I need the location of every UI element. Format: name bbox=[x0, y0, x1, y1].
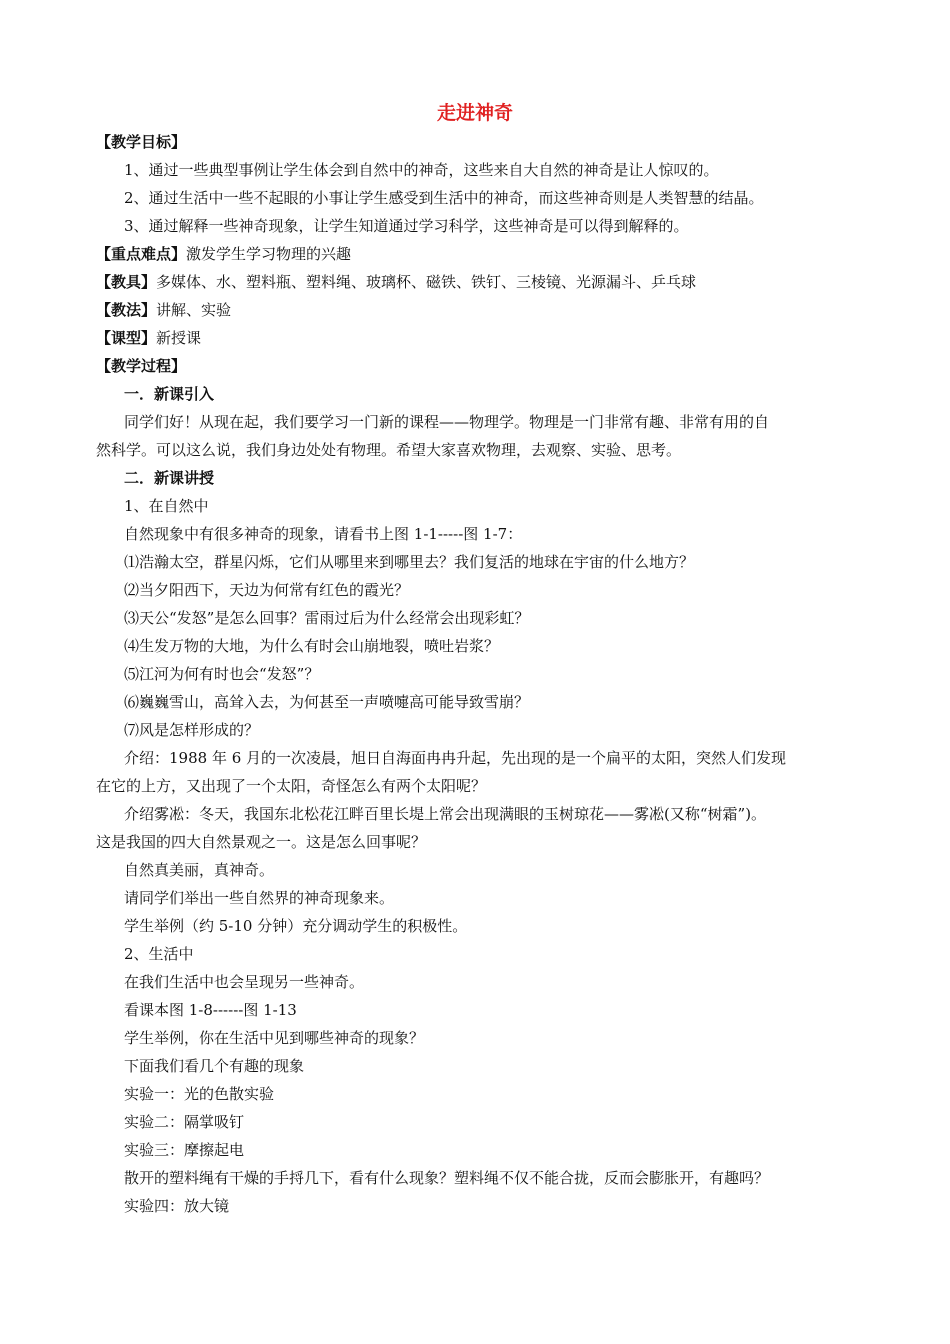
subsection-heading: 1、在自然中 bbox=[124, 497, 209, 515]
question-item: ⑺风是怎样形成的？ bbox=[124, 721, 260, 739]
part2-heading: 二．新课讲授 bbox=[124, 469, 215, 487]
lesson-type-text: 新授课 bbox=[156, 329, 202, 347]
experiment-item: 实验四：放大镜 bbox=[124, 1197, 230, 1215]
objective-item: 2、通过生活中一些不起眼的小事让学生感受到生活中的神奇，而这些神奇则是人类智慧的结晶。 bbox=[124, 189, 764, 207]
document-title: 走进神奇 bbox=[436, 102, 513, 124]
key-difficulty-text: 激发学生学习物理的兴趣 bbox=[186, 245, 352, 263]
question-item: ⑷生发万物的大地，为什么有时会山崩地裂，喷吐岩浆？ bbox=[124, 637, 500, 655]
question-item: ⑵当夕阳西下，天边为何常有红色的霞光？ bbox=[124, 581, 410, 599]
lesson-type-line bbox=[96, 324, 866, 352]
part1-heading: 一．新课引入 bbox=[124, 385, 215, 403]
objective-item: 3、通过解释一些神奇现象，让学生知道通过学习科学，这些神奇是可以得到解释的。 bbox=[124, 217, 689, 235]
teaching-method-line bbox=[96, 296, 866, 324]
key-difficulty-line bbox=[96, 240, 866, 268]
lesson-type-label: 【课型】 bbox=[96, 329, 157, 347]
teaching-method-text: 讲解、实验 bbox=[156, 301, 232, 319]
question-item: ⑶天公“发怒”是怎么回事？雷雨过后为什么经常会出现彩虹？ bbox=[124, 609, 530, 627]
paragraph-line: 在它的上方，又出现了一个太阳，奇怪怎么有两个太阳呢？ bbox=[96, 777, 487, 795]
paragraph-line: 自然真美丽，真神奇。 bbox=[124, 861, 275, 879]
teaching-tools-line bbox=[96, 268, 866, 296]
teaching-method-label: 【教法】 bbox=[96, 301, 157, 319]
question-item: ⑹巍巍雪山，高耸入去，为何甚至一声喷嚏高可能导致雪崩？ bbox=[124, 693, 530, 711]
paragraph-line: 这是我国的四大自然景观之一。这是怎么回事呢？ bbox=[96, 833, 427, 851]
document-body bbox=[96, 128, 866, 1220]
paragraph-line: 在我们生活中也会呈现另一些神奇。 bbox=[124, 973, 365, 991]
objectives-heading: 【教学目标】 bbox=[96, 133, 187, 151]
experiment-item: 实验三：摩擦起电 bbox=[124, 1141, 245, 1159]
question-item: ⑴浩瀚太空，群星闪烁，它们从哪里来到哪里去？我们复活的地球在宇宙的什么地方？ bbox=[124, 553, 695, 571]
paragraph-line: 请同学们举出一些自然界的神奇现象来。 bbox=[124, 889, 395, 907]
question-item: ⑸江河为何有时也会“发怒”？ bbox=[124, 665, 320, 683]
key-difficulty-label: 【重点难点】 bbox=[96, 245, 187, 263]
paragraph-line: 散开的塑料绳有干燥的手捋几下，看有什么现象？塑料绳不仅不能合拢，反而会膨胀开，有趣吗？ bbox=[124, 1169, 770, 1187]
paragraph-line: 学生举例（约 5-10 分钟）充分调动学生的积极性。 bbox=[124, 917, 468, 935]
experiment-item: 实验二：隔掌吸钉 bbox=[124, 1113, 245, 1131]
paragraph-line: 介绍：1988 年 6 月的一次凌晨，旭日自海面冉冉升起，先出现的是一个扁平的太阳，突然人们发现 bbox=[124, 749, 787, 767]
process-heading: 【教学过程】 bbox=[96, 357, 187, 375]
experiment-item: 实验一：光的色散实验 bbox=[124, 1085, 275, 1103]
paragraph-line: 同学们好！从现在起，我们要学习一门新的课程——物理学。物理是一门非常有趣、非常有用的自 bbox=[124, 413, 770, 431]
objective-item: 1、通过一些典型事例让学生体会到自然中的神奇，这些来自大自然的神奇是让人惊叹的。 bbox=[124, 161, 719, 179]
paragraph-line: 看课本图 1-8------图 1-13 bbox=[124, 1001, 297, 1019]
paragraph-line: 下面我们看几个有趣的现象 bbox=[124, 1057, 305, 1075]
subsection-heading: 2、生活中 bbox=[124, 945, 194, 963]
paragraph-line: 学生举例，你在生活中见到哪些神奇的现象？ bbox=[124, 1029, 425, 1047]
teaching-tools-text: 多媒体、水、塑料瓶、塑料绳、玻璃杯、磁铁、铁钉、三棱镜、光源漏斗、乒乓球 bbox=[156, 273, 697, 291]
paragraph-line: 自然现象中有很多神奇的现象，请看书上图 1-1-----图 1-7： bbox=[124, 525, 523, 543]
paragraph-line: 介绍雾凇：冬天，我国东北松花江畔百里长堤上常会出现满眼的玉树琼花——雾凇(又称“树霜”)。 bbox=[124, 805, 767, 823]
teaching-tools-label: 【教具】 bbox=[96, 273, 157, 291]
paragraph-line: 然科学。可以这么说，我们身边处处有物理。希望大家喜欢物理，去观察、实验、思考。 bbox=[96, 441, 682, 459]
